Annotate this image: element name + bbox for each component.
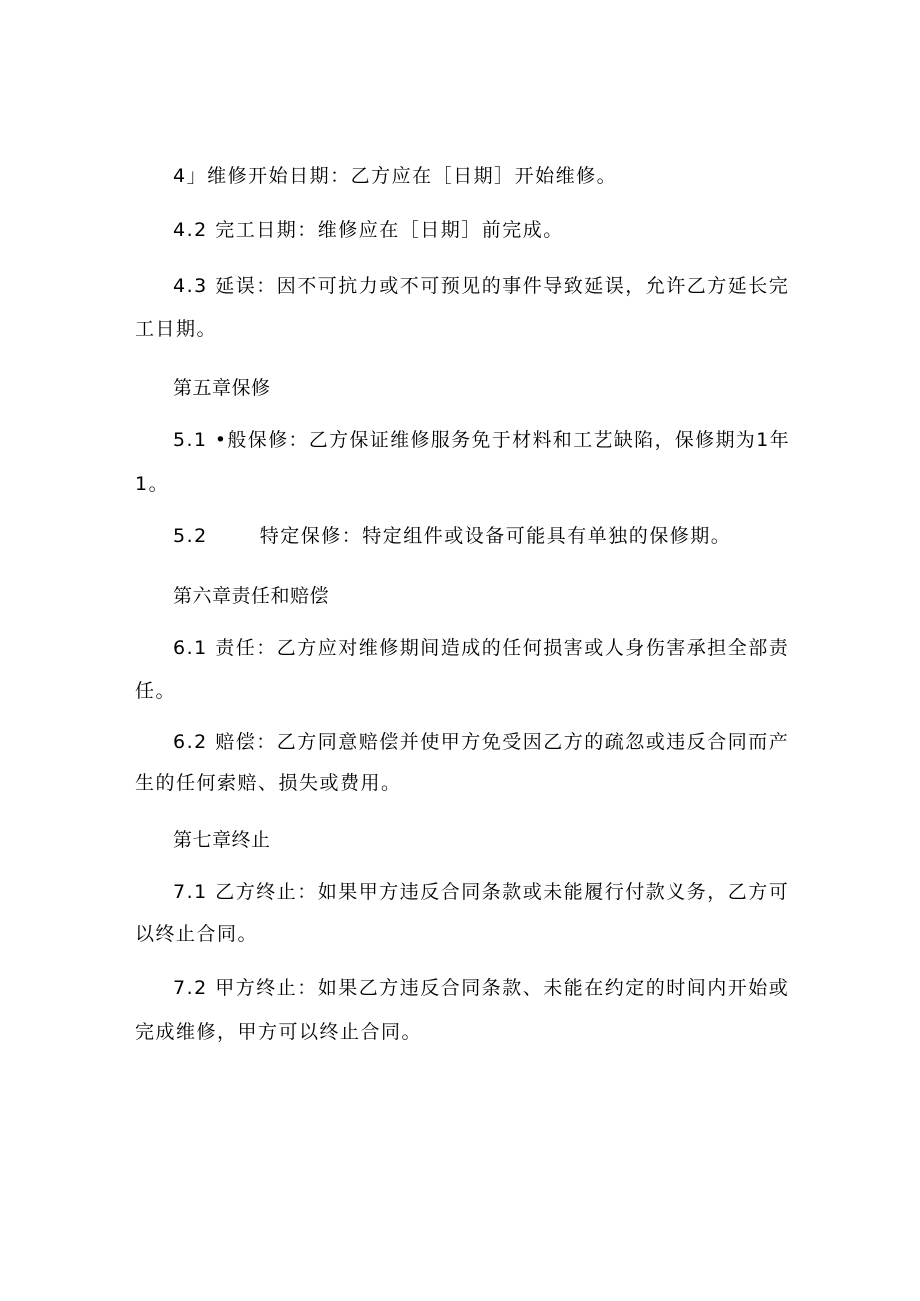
clause-7-2-line1: 7.2 甲方终止：如果乙方违反合同条款、未能在约定的时间内开始或 (173, 977, 790, 999)
clause-6-1-line1: 6.1 责任：乙方应对维修期间造成的任何损害或人身伤害承担全部责 (173, 637, 790, 659)
clause-5-2 (173, 524, 731, 548)
clause-4-3-line2: 工日期。 (135, 318, 218, 340)
clause-5-2-text: 特定保修：特定组件或设备可能具有单独的保修期。 (259, 525, 732, 547)
clause-4-1: 4」维修开始日期：乙方应在［日期］开始维修。 (173, 165, 618, 187)
clause-7-1-line1: 7.1 乙方终止：如果甲方违反合同条款或未能履行付款义务，乙方可 (173, 881, 790, 903)
clause-6-2-line1: 6.2 赔偿：乙方同意赔偿并使甲方免受因乙方的疏忽或违反合同而产 (173, 731, 790, 753)
clause-7-2-line2: 完成维修，甲方可以终止合同。 (135, 1021, 423, 1043)
clause-6-2-line2: 生的任何索赔、损失或费用。 (135, 772, 402, 794)
clause-5-1-line2: 1。 (135, 473, 170, 495)
clause-5-2-number: 5.2 (173, 525, 208, 547)
clause-7-1-line2: 以终止合同。 (135, 923, 259, 945)
clause-4-3-line1: 4.3 延误：因不可抗力或不可预见的事件导致延误，允许乙方延长完 (173, 275, 790, 297)
chapter-5-heading: 第五章保修 (173, 377, 271, 399)
chapter-7-heading: 第七章终止 (173, 829, 271, 851)
clause-6-1-line2: 任。 (135, 680, 177, 702)
clause-5-1-line1: 5.1 •般保修：乙方保证维修服务免于材料和工艺缺陷，保修期为1年 (173, 429, 791, 451)
chapter-6-heading: 第六章责任和赔偿 (173, 585, 330, 607)
clause-4-2: 4.2 完工日期：维修应在［日期］前完成。 (173, 219, 564, 241)
